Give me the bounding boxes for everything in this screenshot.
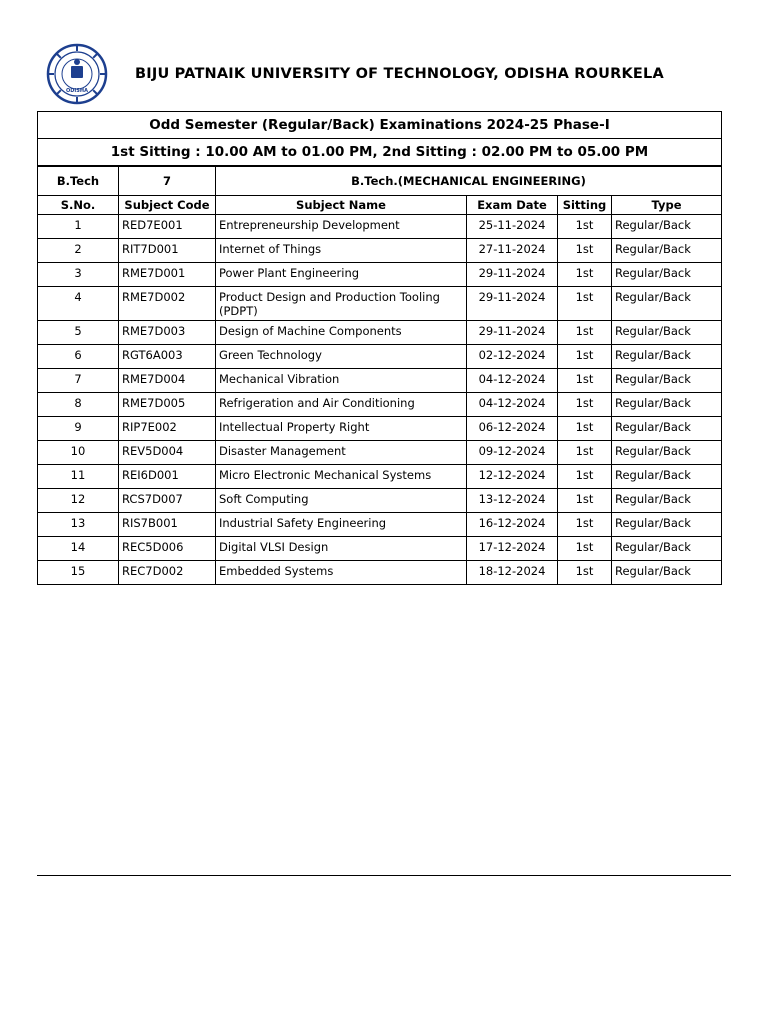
cell-sno: 5 [38,321,119,345]
cell-sno: 14 [38,537,119,561]
col-header-sitting: Sitting [558,196,612,215]
cell-exam-date: 18-12-2024 [467,561,558,585]
cell-subject-code: REC5D006 [119,537,216,561]
cell-sitting: 1st [558,287,612,321]
cell-sitting: 1st [558,489,612,513]
cell-subject-code: RCS7D007 [119,489,216,513]
cell-exam-date: 29-11-2024 [467,263,558,287]
cell-type: Regular/Back [612,263,722,287]
cell-subject-name: Refrigeration and Air Conditioning [216,393,467,417]
cell-subject-code: RME7D002 [119,287,216,321]
cell-subject-name: Entrepreneurship Development [216,215,467,239]
cell-type: Regular/Back [612,239,722,263]
column-header-row [38,196,722,215]
exam-rows [38,215,722,585]
cell-sitting: 1st [558,321,612,345]
cell-exam-date: 04-12-2024 [467,369,558,393]
table-row [38,417,722,441]
cell-sitting: 1st [558,393,612,417]
cell-type: Regular/Back [612,345,722,369]
cell-subject-code: RGT6A003 [119,345,216,369]
cell-subject-code: RED7E001 [119,215,216,239]
cell-sno: 1 [38,215,119,239]
cell-subject-code: RIT7D001 [119,239,216,263]
cell-sno: 11 [38,465,119,489]
cell-sno: 13 [38,513,119,537]
table-row [38,393,722,417]
cell-type: Regular/Back [612,537,722,561]
col-header-subject-code: Subject Code [119,196,216,215]
cell-subject-code: REC7D002 [119,561,216,585]
cell-exam-date: 25-11-2024 [467,215,558,239]
cell-subject-name: Internet of Things [216,239,467,263]
program-label: B.Tech [38,166,119,196]
cell-exam-date: 09-12-2024 [467,441,558,465]
exam-title-row [38,112,722,139]
cell-sitting: 1st [558,537,612,561]
table-row [38,369,722,393]
table-row [38,287,722,321]
cell-subject-code: RME7D004 [119,369,216,393]
branch-name: B.Tech.(MECHANICAL ENGINEERING) [216,166,722,196]
cell-sno: 9 [38,417,119,441]
cell-subject-code: REI6D001 [119,465,216,489]
table-row [38,239,722,263]
table-row [38,513,722,537]
table-row [38,465,722,489]
cell-sno: 6 [38,345,119,369]
cell-sno: 15 [38,561,119,585]
cell-subject-name: Micro Electronic Mechanical Systems [216,465,467,489]
cell-sitting: 1st [558,561,612,585]
cell-subject-code: REV5D004 [119,441,216,465]
cell-type: Regular/Back [612,441,722,465]
cell-exam-date: 27-11-2024 [467,239,558,263]
cell-subject-name: Industrial Safety Engineering [216,513,467,537]
exam-title: Odd Semester (Regular/Back) Examinations 2024-25 Phase-I [38,112,722,139]
cell-subject-name: Power Plant Engineering [216,263,467,287]
semester-number: 7 [119,166,216,196]
cell-subject-name: Green Technology [216,345,467,369]
table-row [38,441,722,465]
cell-sitting: 1st [558,441,612,465]
table-row [38,321,722,345]
cell-exam-date: 29-11-2024 [467,321,558,345]
cell-type: Regular/Back [612,393,722,417]
cell-sno: 12 [38,489,119,513]
cell-sitting: 1st [558,345,612,369]
cell-subject-code: RME7D005 [119,393,216,417]
cell-sno: 4 [38,287,119,321]
table-row [38,489,722,513]
cell-type: Regular/Back [612,489,722,513]
cell-type: Regular/Back [612,215,722,239]
table-row [38,215,722,239]
cell-sno: 8 [38,393,119,417]
cell-sno: 3 [38,263,119,287]
cell-sno: 7 [38,369,119,393]
table-row [38,561,722,585]
cell-type: Regular/Back [612,369,722,393]
cell-subject-name: Mechanical Vibration [216,369,467,393]
cell-exam-date: 06-12-2024 [467,417,558,441]
footer-divider [37,875,731,876]
table-row [38,345,722,369]
cell-sitting: 1st [558,417,612,441]
cell-subject-name: Embedded Systems [216,561,467,585]
sitting-times: 1st Sitting : 10.00 AM to 01.00 PM, 2nd Sitting : 02.00 PM to 05.00 PM [38,139,722,167]
cell-subject-name: Disaster Management [216,441,467,465]
cell-exam-date: 29-11-2024 [467,287,558,321]
cell-subject-code: RIP7E002 [119,417,216,441]
cell-exam-date: 04-12-2024 [467,393,558,417]
cell-sno: 2 [38,239,119,263]
cell-type: Regular/Back [612,513,722,537]
cell-sno: 10 [38,441,119,465]
branch-row [38,166,722,196]
cell-sitting: 1st [558,465,612,489]
cell-type: Regular/Back [612,417,722,441]
cell-subject-name: Digital VLSI Design [216,537,467,561]
cell-type: Regular/Back [612,465,722,489]
table-row [38,537,722,561]
cell-exam-date: 12-12-2024 [467,465,558,489]
cell-subject-code: RME7D003 [119,321,216,345]
cell-subject-name: Intellectual Property Right [216,417,467,441]
cell-sitting: 1st [558,263,612,287]
university-title: BIJU PATNAIK UNIVERSITY OF TECHNOLOGY, ODISHA ROURKELA [135,66,664,82]
table-row [38,263,722,287]
cell-exam-date: 16-12-2024 [467,513,558,537]
seal-text: ODISHA [66,88,88,94]
cell-subject-code: RME7D001 [119,263,216,287]
col-header-subject-name: Subject Name [216,196,467,215]
col-header-sno: S.No. [38,196,119,215]
cell-subject-name: Product Design and Production Tooling (PDPT) [216,287,467,321]
exam-timetable [37,111,722,585]
cell-type: Regular/Back [612,287,722,321]
col-header-type: Type [612,196,722,215]
sitting-times-row [38,139,722,167]
cell-subject-name: Soft Computing [216,489,467,513]
cell-sitting: 1st [558,513,612,537]
cell-exam-date: 17-12-2024 [467,537,558,561]
cell-sitting: 1st [558,239,612,263]
cell-exam-date: 02-12-2024 [467,345,558,369]
cell-exam-date: 13-12-2024 [467,489,558,513]
cell-subject-name: Design of Machine Components [216,321,467,345]
cell-sitting: 1st [558,215,612,239]
cell-type: Regular/Back [612,561,722,585]
cell-sitting: 1st [558,369,612,393]
cell-type: Regular/Back [612,321,722,345]
university-seal-icon [40,42,114,106]
cell-subject-code: RIS7B001 [119,513,216,537]
col-header-exam-date: Exam Date [467,196,558,215]
